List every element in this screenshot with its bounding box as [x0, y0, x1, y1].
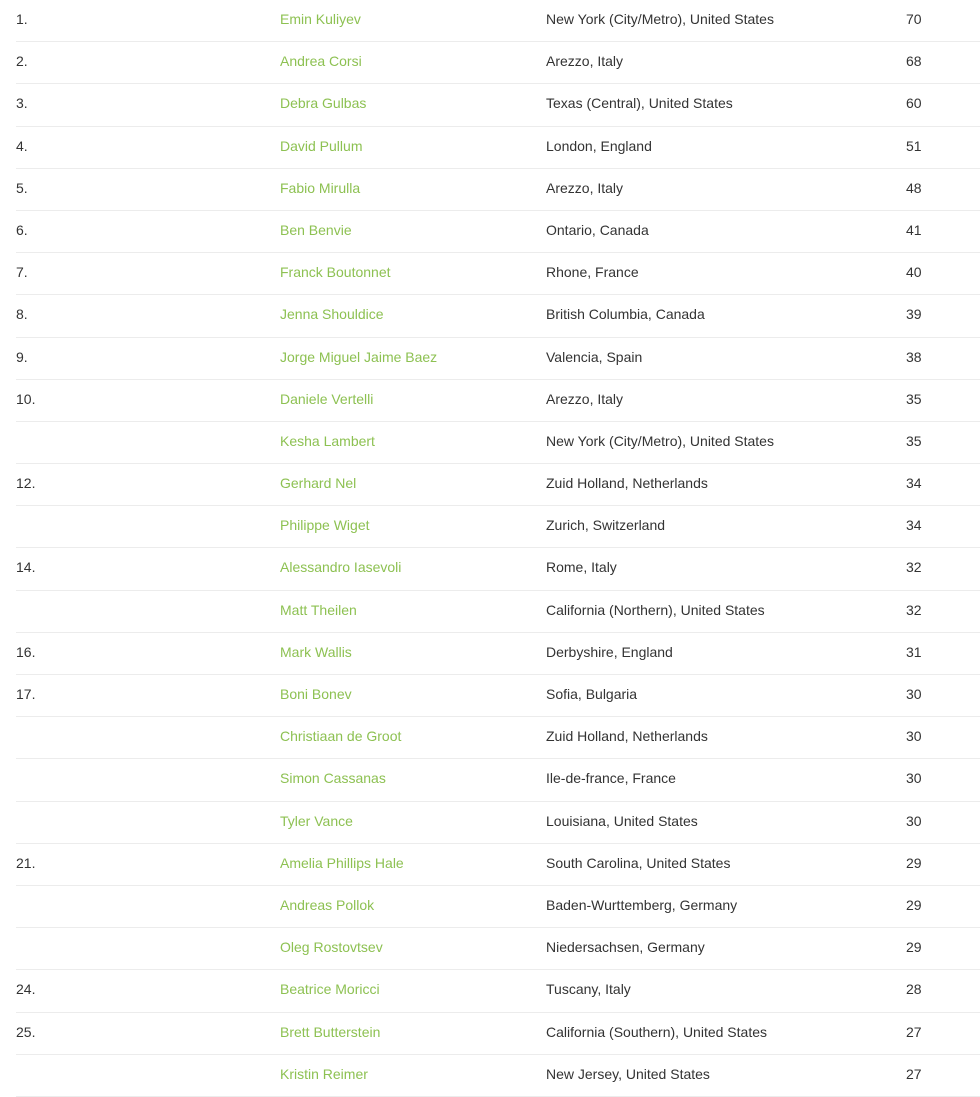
rank-cell: 25.: [16, 1023, 36, 1040]
score-cell: 70: [906, 11, 922, 27]
score-cell: 29: [906, 854, 922, 871]
member-name-link[interactable]: Alessandro Iasevoli: [280, 559, 402, 576]
rank-cell: 10.: [16, 390, 36, 407]
location-cell: Ile-de-france, France: [546, 770, 676, 787]
member-name-link[interactable]: Mark Wallis: [280, 643, 352, 660]
location-cell: Zuid Holland, Netherlands: [546, 728, 708, 745]
table-row: [16, 422, 980, 464]
table-row: [16, 633, 980, 675]
table-row: [16, 591, 980, 633]
rank-cell: 3.: [16, 95, 28, 112]
location-cell: Zuid Holland, Netherlands: [546, 475, 708, 492]
rank-cell: 1.: [16, 11, 28, 27]
location-cell: Zurich, Switzerland: [546, 517, 666, 534]
member-name-link[interactable]: Andreas Pollok: [280, 896, 375, 913]
table-row: [16, 717, 980, 759]
score-cell: 27: [906, 1065, 922, 1082]
table-row: [16, 970, 980, 1012]
location-cell: Sofia, Bulgaria: [546, 686, 638, 702]
member-name-link[interactable]: Daniele Vertelli: [280, 390, 374, 407]
member-name-link[interactable]: Kesha Lambert: [280, 432, 375, 449]
member-name-link[interactable]: Debra Gulbas: [280, 95, 367, 112]
location-cell: Arezzo, Italy: [546, 179, 624, 196]
score-cell: 41: [906, 221, 922, 238]
table-row: [16, 127, 980, 169]
table-row: [16, 464, 980, 506]
member-name-link[interactable]: Simon Cassanas: [280, 770, 386, 787]
rank-cell: 9.: [16, 348, 28, 365]
score-cell: 30: [906, 728, 922, 745]
table-row: [16, 802, 980, 844]
location-cell: Rome, Italy: [546, 559, 617, 576]
score-cell: 38: [906, 348, 922, 365]
table-row: [16, 548, 980, 590]
member-name-link[interactable]: Tyler Vance: [280, 812, 353, 829]
member-name-link[interactable]: Christiaan de Groot: [280, 728, 402, 745]
score-cell: 51: [906, 137, 922, 154]
location-cell: London, England: [546, 137, 652, 154]
table-row: [16, 338, 980, 380]
location-cell: California (Southern), United States: [546, 1023, 767, 1040]
member-name-link[interactable]: Kristin Reimer: [280, 1065, 368, 1082]
member-name-link[interactable]: Oleg Rostovtsev: [280, 939, 383, 956]
location-cell: British Columbia, Canada: [546, 306, 705, 323]
member-name-link[interactable]: Amelia Phillips Hale: [280, 854, 404, 871]
score-cell: 34: [906, 517, 922, 534]
score-cell: 28: [906, 981, 922, 998]
rank-cell: 24.: [16, 981, 36, 998]
member-name-link[interactable]: Franck Boutonnet: [280, 264, 391, 281]
member-name-link[interactable]: Boni Bonev: [280, 686, 352, 702]
location-cell: Niedersachsen, Germany: [546, 939, 705, 956]
score-cell: 32: [906, 559, 922, 576]
table-row: [16, 0, 980, 42]
location-cell: South Carolina, United States: [546, 854, 731, 871]
score-cell: 29: [906, 939, 922, 956]
location-cell: Baden-Wurttemberg, Germany: [546, 896, 738, 913]
rank-cell: 2.: [16, 53, 28, 70]
rank-cell: 17.: [16, 686, 36, 702]
member-name-link[interactable]: Philippe Wiget: [280, 517, 370, 534]
score-cell: 32: [906, 601, 922, 618]
location-cell: Derbyshire, England: [546, 643, 673, 660]
location-cell: New York (City/Metro), United States: [546, 432, 774, 449]
rank-cell: 4.: [16, 137, 28, 154]
rank-cell: 21.: [16, 854, 36, 871]
score-cell: 35: [906, 432, 922, 449]
score-cell: 30: [906, 686, 922, 702]
location-cell: Texas (Central), United States: [546, 95, 733, 112]
score-cell: 39: [906, 306, 922, 323]
location-cell: New Jersey, United States: [546, 1065, 710, 1082]
location-cell: Rhone, France: [546, 264, 639, 281]
table-row: [16, 84, 980, 126]
member-name-link[interactable]: Matt Theilen: [280, 601, 357, 618]
member-name-link[interactable]: Fabio Mirulla: [280, 179, 361, 196]
location-cell: Tuscany, Italy: [546, 981, 631, 998]
location-cell: New York (City/Metro), United States: [546, 11, 774, 27]
location-cell: Valencia, Spain: [546, 348, 643, 365]
rank-cell: 16.: [16, 643, 36, 660]
score-cell: 27: [906, 1023, 922, 1040]
table-row: [16, 1055, 980, 1097]
score-cell: 60: [906, 95, 922, 112]
score-cell: 35: [906, 390, 922, 407]
member-name-link[interactable]: Andrea Corsi: [280, 53, 362, 70]
member-name-link[interactable]: Beatrice Moricci: [280, 981, 380, 998]
location-cell: Ontario, Canada: [546, 221, 649, 238]
table-row: [16, 1013, 980, 1055]
table-row: [16, 211, 980, 253]
table-row: [16, 295, 980, 337]
member-name-link[interactable]: Jorge Miguel Jaime Baez: [280, 348, 438, 365]
table-row: [16, 42, 980, 84]
table-row: [16, 928, 980, 970]
rank-cell: 12.: [16, 475, 36, 492]
rank-cell: 8.: [16, 306, 28, 323]
member-name-link[interactable]: Gerhard Nel: [280, 475, 357, 492]
score-cell: 30: [906, 770, 922, 787]
location-cell: Louisiana, United States: [546, 812, 698, 829]
table-row: [16, 675, 980, 717]
member-name-link[interactable]: Ben Benvie: [280, 221, 352, 238]
score-cell: 48: [906, 179, 922, 196]
rank-cell: 5.: [16, 179, 28, 196]
member-name-link[interactable]: David Pullum: [280, 137, 363, 154]
location-cell: Arezzo, Italy: [546, 390, 624, 407]
table-row: [16, 506, 980, 548]
score-cell: 30: [906, 812, 922, 829]
rankings-table: [16, 0, 980, 1097]
rank-cell: 6.: [16, 221, 28, 238]
member-name-link[interactable]: Jenna Shouldice: [280, 306, 384, 323]
rank-cell: 14.: [16, 559, 36, 576]
score-cell: 34: [906, 475, 922, 492]
table-row: [16, 759, 980, 801]
table-row: [16, 169, 980, 211]
score-cell: 40: [906, 264, 922, 281]
member-name-link[interactable]: Emin Kuliyev: [280, 11, 361, 27]
score-cell: 31: [906, 643, 922, 660]
table-row: [16, 844, 980, 886]
score-cell: 68: [906, 53, 922, 70]
location-cell: California (Northern), United States: [546, 601, 765, 618]
score-cell: 29: [906, 896, 922, 913]
member-name-link[interactable]: Brett Butterstein: [280, 1023, 381, 1040]
table-row: [16, 886, 980, 928]
table-row: [16, 380, 980, 422]
table-row: [16, 253, 980, 295]
location-cell: Arezzo, Italy: [546, 53, 624, 70]
rank-cell: 7.: [16, 264, 28, 281]
